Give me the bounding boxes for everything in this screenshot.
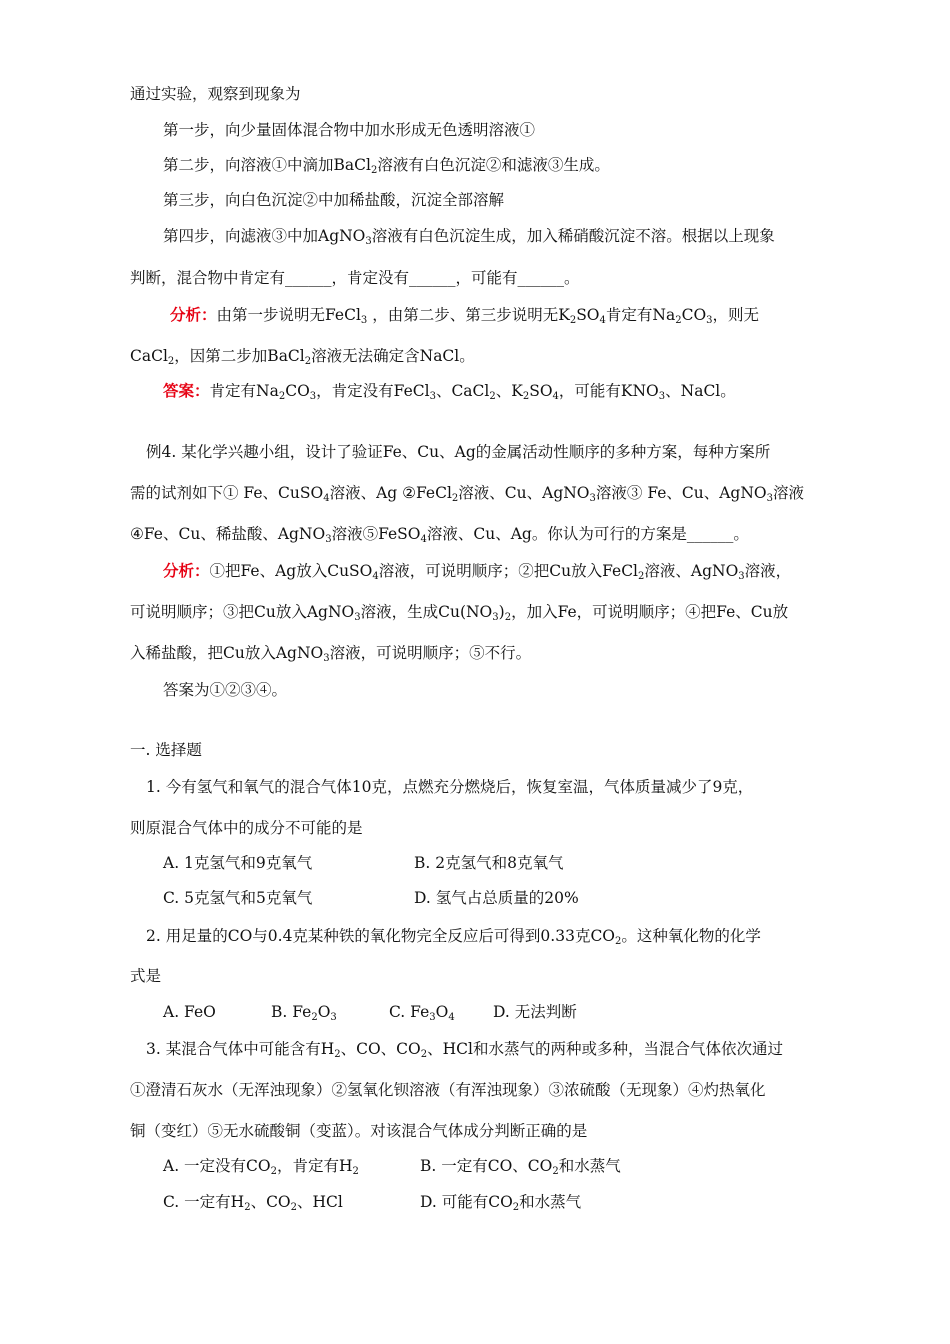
q2-line2: 式是	[130, 967, 162, 985]
q1-option-c: C. 5克氢气和5克氧气	[163, 889, 313, 907]
example4-line2: 需的试剂如下① Fe、CuSO$_4$溶液、Ag ②FeCl$_2$溶液、Cu、AgNO$_3$溶液③ Fe、Cu、AgNO$_3$溶液	[130, 484, 805, 504]
q2-option-c: C. $Fe_3O_4$	[389, 1003, 455, 1023]
q1-option-a: A. 1克氢气和9克氧气	[163, 854, 313, 872]
analysis3-text: 由第一步说明无FeCl$_3$ ，由第二步、第三步说明无$K_2SO_4$肯定有$Na_2CO_3$，则无	[216, 306, 760, 326]
analysis-label-2: 分析：	[163, 561, 210, 580]
section-heading: 一. 选择题	[130, 741, 202, 759]
q1-option-b: B. 2克氢气和8克氧气	[414, 854, 564, 872]
step4-line: 第四步，向滤液③中加AgNO$_3$溶液有白色沉淀生成，加入稀硝酸沉淀不溶。根据以上现象	[163, 227, 775, 247]
q2-option-a: A. FeO	[163, 1003, 216, 1021]
example4-line3: ④Fe、Cu、稀盐酸、AgNO$_3$溶液⑤FeSO$_4$溶液、Cu、Ag。你认为可行的方案是______。	[130, 525, 749, 545]
analysis-label: 分析：	[170, 305, 217, 324]
answer3-text: 肯定有$Na_2CO_3$，肯定没有FeCl$_3$、CaCl$_2$、$K_2SO_4$，可能有$KNO_3$、NaCl。	[209, 382, 736, 402]
example4-line1: 例4. 某化学兴趣小组，设计了验证Fe、Cu、Ag的金属活动性顺序的多种方案，每种方案所	[146, 443, 771, 461]
q1-option-d: D. 氢气占总质量的20%	[414, 889, 579, 907]
analysis4-line1	[163, 561, 791, 581]
q3-option-c: C. 一定有$H_2$、$CO_2$、HCl	[163, 1193, 343, 1213]
q2-option-b: B. $Fe_2O_3$	[271, 1003, 337, 1023]
analysis3-line2: CaCl$_2$，因第二步加BaCl$_2$溶液无法确定含NaCl。	[130, 347, 475, 367]
q2-line1: 2. 用足量的CO与0.4克某种铁的氧化物完全反应后可得到0.33克$CO_2$。这种氧化物的化学	[146, 927, 761, 947]
q1-line2: 则原混合气体中的成分不可能的是	[130, 819, 363, 837]
answer3-line	[163, 381, 736, 401]
step1-line: 第一步，向少量固体混合物中加水形成无色透明溶液①	[163, 121, 536, 139]
q1-line1: 1. 今有氢气和氧气的混合气体10克，点燃充分燃烧后，恢复室温，气体质量减少了9克，	[146, 778, 754, 796]
step3-line: 第三步，向白色沉淀②中加稀盐酸，沉淀全部溶解	[163, 191, 505, 209]
analysis4-text: ①把Fe、Ag放入CuSO$_4$溶液，可说明顺序；②把Cu放入FeCl$_2$溶液、AgNO$_3$溶液，	[209, 562, 792, 582]
step2-line: 第二步，向溶液①中滴加BaCl$_2$溶液有白色沉淀②和滤液③生成。	[163, 156, 610, 176]
intro-line: 通过实验，观察到现象为	[130, 85, 301, 103]
answer-label: 答案：	[163, 381, 210, 400]
q3-option-b: B. 一定有CO、$CO_2$和水蒸气	[420, 1157, 621, 1177]
q3-line1: 3. 某混合气体中可能含有$H_2$、CO、$CO_2$、HCl和水蒸气的两种或多种，当混合气体依次通过	[146, 1040, 783, 1060]
analysis4-line3: 入稀盐酸，把Cu放入AgNO$_3$溶液，可说明顺序；⑤不行。	[130, 644, 532, 664]
q3-line3: 铜（变红）⑤无水硫酸铜（变蓝）。对该混合气体成分判断正确的是	[130, 1122, 588, 1140]
q3-option-a: A. 一定没有$CO_2$，肯定有$H_2$	[163, 1157, 359, 1177]
q3-option-d: D. 可能有$CO_2$和水蒸气	[420, 1193, 582, 1213]
q3-line2: ①澄清石灰水（无浑浊现象）②氢氧化钡溶液（有浑浊现象）③浓硫酸（无现象）④灼热氧化	[130, 1081, 766, 1099]
answer4-line: 答案为①②③④。	[163, 681, 288, 699]
analysis4-line2: 可说明顺序；③把Cu放入AgNO$_3$溶液，生成$Cu(NO_3)_2$，加入Fe，可说明顺序；④把Fe、Cu放	[130, 603, 789, 623]
q2-option-d: D. 无法判断	[493, 1003, 577, 1021]
step4-continuation: 判断，混合物中肯定有______，肯定没有______，可能有______。	[130, 269, 580, 287]
analysis3-line1	[170, 305, 759, 325]
